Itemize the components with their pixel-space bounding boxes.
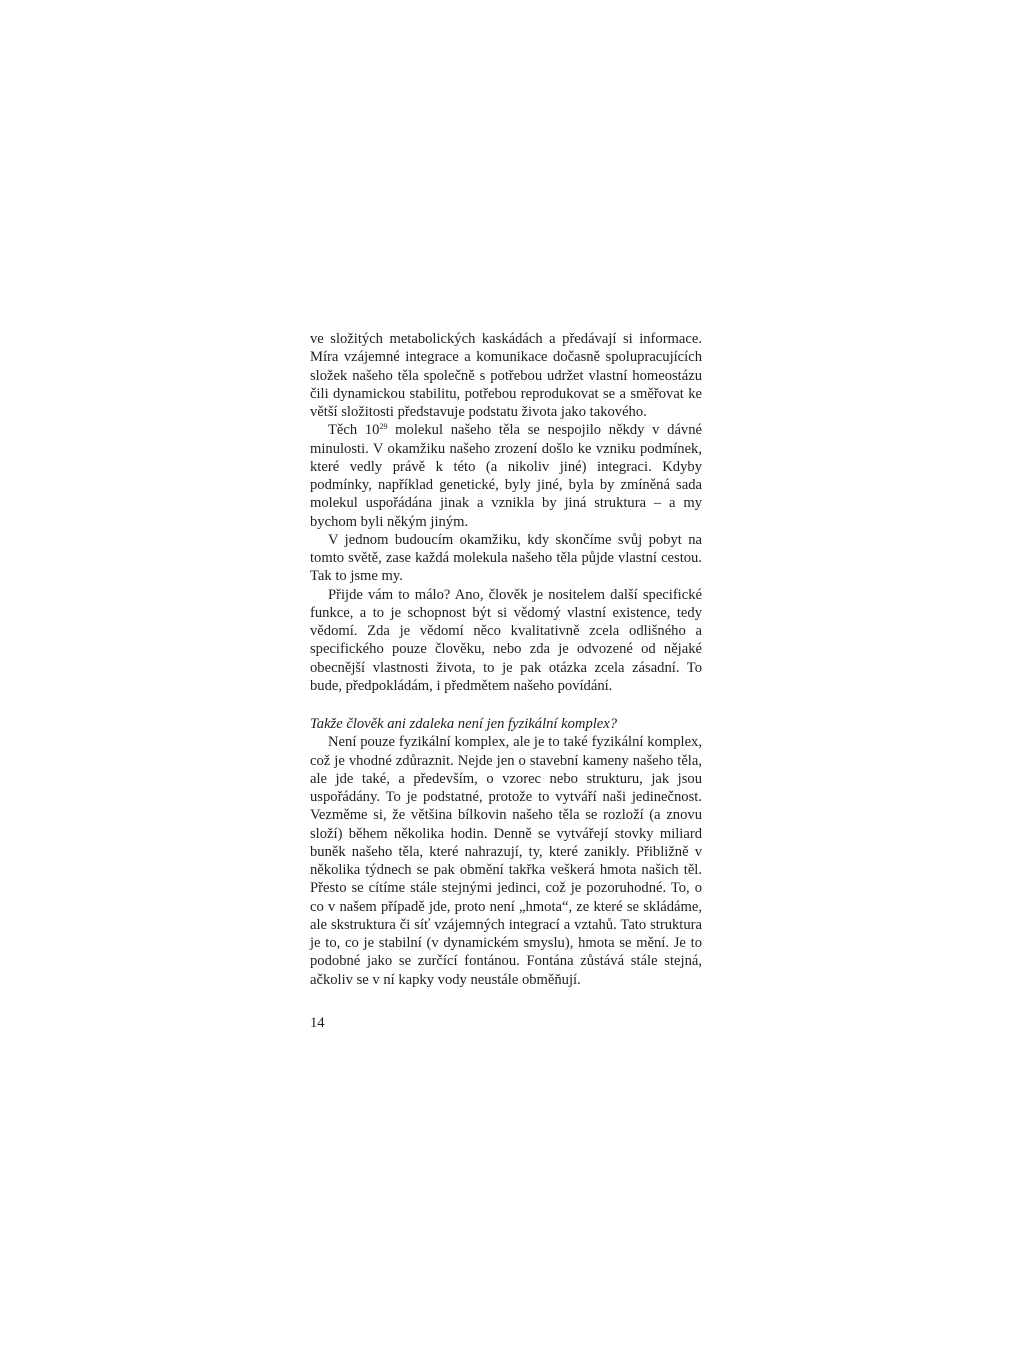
interview-answer: Není pouze fyzikální komplex, ale je to také fyzikální komplex, což je vhodné zdůraznit. Nejde jen o stavební kameny našeho těla, ale jde také, a především, o vzorec nebo strukturu, jak jsou uspořádány. To je podstatné, protože to vytváří naši jedinečnost. Vezměme si, že většina bílkovin našeho těla se rozloží (a znovu složí) během několika hodin. Denně se vytvářejí stovky miliard buněk našeho těla, které nahrazují, ty, které zanikly. Přibližně v několika týdnech se pak obmění takřka veškerá hmota našich těl. Přesto se cítíme stále stejnými jedinci, což je pozoruhodné. To, o co v našem případě jde, proto není „hmota“, ze které se skládáme, ale skstruktura či síť vzájemných integrací a vztahů. Tato struktura je to, co je stabilní (v dynamickém smyslu), hmota se mění. Je to podobné jako se zurčící fontánou. Fontána zůstává stále stejná, ačkoliv se v ní kapky vody neustále obměňují. <box>310 734 702 988</box>
body-text <box>310 330 702 989</box>
page-number: 14 <box>310 1015 325 1031</box>
interview-question: Takže člověk ani zdaleka není jen fyzikální komplex? <box>310 716 618 732</box>
paragraph-molecules-rest: molekul našeho těla se nespojilo někdy v dávné minulosti. V okamžiku našeho zrození došlo ke vzniku podmínek, které vedly právě k této (a nikoliv jiné) integraci. Kdyby podmínky, například genetické, byly jiné, byla by zmíněná sada molekul uspořádána jinak a vznikla by jiná struktura – a my bychom byli někým jiným. <box>310 422 702 530</box>
paragraph-molecules-start: Těch 10 <box>328 422 380 439</box>
paragraph-future: V jednom budoucím okamžiku, kdy skončíme svůj pobyt na tomto světě, zase každá molekula našeho těla půjde vlastní cestou. Tak to jsme my. <box>310 531 702 585</box>
paragraph-molecules <box>310 421 702 531</box>
exponent: 29 <box>379 422 388 432</box>
paragraph-consciousness: Přijde vám to málo? Ano, člověk je nositelem další specifické funkce, a to je schopnost být si vědomý vlastní existence, tedy vědomí. Zda je vědomí něco kvalitativně zcela odlišného a specifického pouze člověku, nebo zda je odvozené od nějaké obecnější vlastnosti života, to je pak otázka zcela zásadní. To bude, předpokládám, i předmětem našeho povídání. <box>310 586 702 694</box>
paragraph-continuation: ve složitých metabolických kaskádách a předávají si informace. Míra vzájemné integrace a komunikace dočasně spolupracujících složek našeho těla společně s potřebou udržet vlastní homeostázu čili dynamickou stabilitu, potřebou reprodukovat se a směřovat ke větší složitosti představuje podstatu života jako takového. <box>310 331 702 420</box>
